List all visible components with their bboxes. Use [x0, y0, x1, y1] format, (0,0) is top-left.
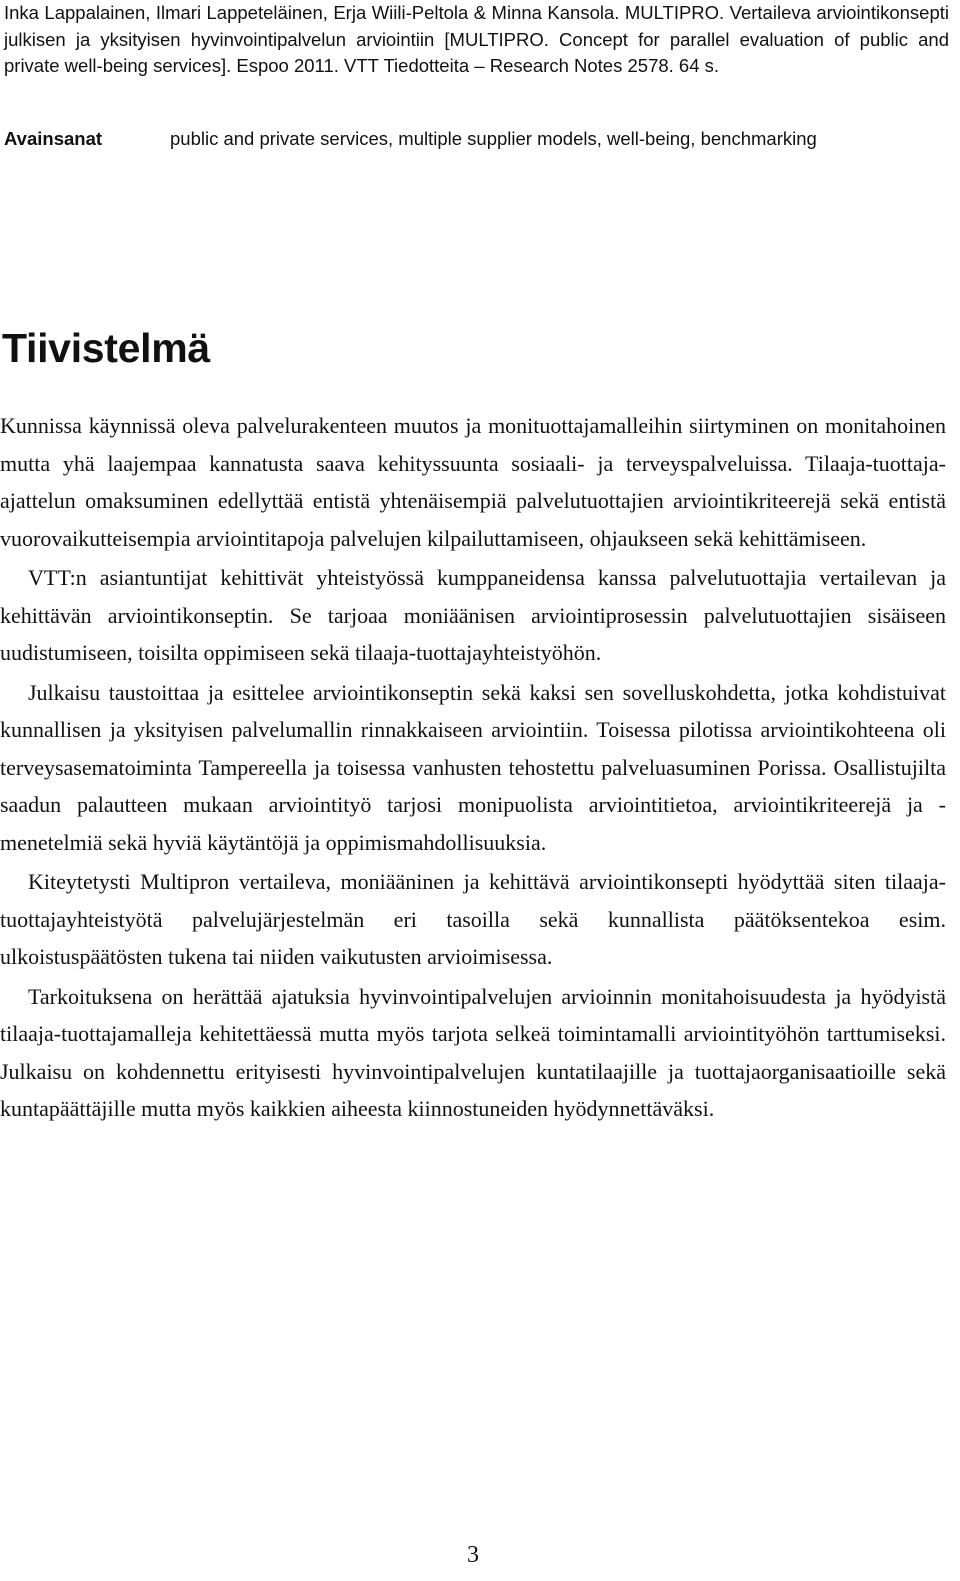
- citation: Inka Lappalainen, Ilmari Lappeteläinen, Erja Wiili-Peltola & Minna Kansola. MULTIPRO. Vertaileva arviointikonsepti julkisen ja yksityisen hyvinvointipalvelun arviointiin [MULTIPRO. Concept for parallel evaluation of public and private well-being services]. Espoo 2011. VTT Tiedotteita – Research Notes 2578. 64 s.: [4, 2, 949, 76]
- page-number-value: 3: [467, 1542, 479, 1568]
- abstract-paragraph: VTT:n asiantuntijat kehittivät yhteistyössä kumppaneidensa kanssa palvelutuottajia vertailevan ja kehittävän arviointikonseptin. Se tarjoaa moniäänisen arviointiprosessin palvelutuottajien sisäiseen uudistumiseen, toisilta oppimiseen sekä tilaaja-tuottajayhteistyöhön.: [0, 565, 946, 665]
- keywords-label: Avainsanat: [4, 128, 103, 149]
- keywords-value: public and private services, multiple supplier models, well-being, benchmarking: [170, 128, 817, 149]
- abstract-paragraph: Kunnissa käynnissä oleva palvelurakenteen muutos ja monituottajamalleihin siirtyminen on monitahoinen mutta yhä laajempaa kannatusta saava kehityssuunta sosiaali- ja terveyspalveluissa. Tilaaja-tuottaja-ajattelun omaksuminen edellyttää entistä yhtenäisempiä palvelutuottajien arviointikriteerejä sekä entistä vuorovaikutteisempia arviointitapoja palvelujen kilpailuttamiseen, ohjaukseen sekä kehittämiseen.: [0, 413, 946, 551]
- page-number: [0, 1540, 946, 1570]
- abstract-body: [0, 407, 946, 1130]
- abstract-heading: Tiivistelmä: [2, 325, 210, 371]
- abstract-paragraph: Julkaisu taustoittaa ja esittelee arviointikonseptin sekä kaksi sen sovelluskohdetta, jotka kohdistuivat kunnallisen ja yksityisen palvelumallin rinnakkaiseen arviointiin. Toisessa pilotissa arviointikohteena oli terveysasematoiminta Tampereella ja toisessa vanhusten tehostettu palveluasuminen Porissa. Osallistujilta saadun palautteen mukaan arviointityö tarjosi monipuolista arviointitietoa, arviointikriteerejä ja -menetelmiä sekä hyviä käytäntöjä ja oppimismahdollisuuksia.: [0, 679, 946, 855]
- abstract-paragraph: Kiteytetysti Multipron vertaileva, moniääninen ja kehittävä arviointikonsepti hyödyttää siten tilaaja-tuottajayhteistyötä palvelujärjestelmän eri tasoilla sekä kunnallista päätöksentekoa esim. ulkoistuspäätösten tukena tai niiden vaikutusten arvioimisessa.: [0, 869, 946, 969]
- abstract-paragraph: Tarkoituksena on herättää ajatuksia hyvinvointipalvelujen arvioinnin monitahoisuudesta ja hyödyistä tilaaja-tuottajamalleja kehitettäessä mutta myös tarjota selkeä toimintamalli arviointityöhön tarttumiseksi. Julkaisu on kohdennettu erityisesti hyvinvointipalvelujen kuntatilaajille ja tuottajaorganisaatioille sekä kuntapäättäjille mutta myös kaikkien aiheesta kiinnostuneiden hyödynnettäväksi.: [0, 983, 946, 1121]
